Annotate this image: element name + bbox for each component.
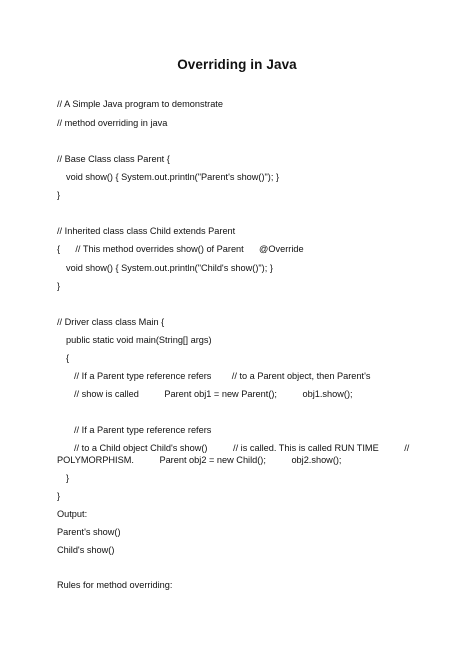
code-line-base-class: // Base Class class Parent { — [57, 154, 170, 164]
code-line-driver-class: // Driver class class Main { — [57, 317, 165, 327]
code-line-open-brace: { — [66, 353, 70, 363]
code-line-parent-ref-comment: // If a Parent type reference refers // to a Parent object, then Parent's — [74, 371, 371, 381]
code-line-child-show: void show() { System.out.println("Child's show()"); } — [66, 263, 273, 273]
code-line-main-method: public static void main(String[] args) — [66, 335, 212, 345]
page-title: Overriding in Java — [177, 57, 297, 72]
output-line-1: Parent's show() — [57, 527, 121, 537]
output-label: Output: — [57, 509, 88, 519]
code-line-close-brace-1: } — [57, 190, 61, 200]
code-line-polymorphism: POLYMORPHISM. Parent obj2 = new Child(); obj2.show(); — [57, 455, 342, 465]
code-line-close-brace-2: } — [57, 281, 61, 291]
code-line-parent-obj: // show is called Parent obj1 = new Parent(); obj1.show(); — [74, 389, 353, 399]
comment-line-1: // A Simple Java program to demonstrate — [57, 99, 223, 109]
comment-line-2: // method overriding in java — [57, 118, 168, 128]
section-heading-rules: Rules for method overriding: — [57, 580, 173, 590]
output-line-2: Child's show() — [57, 545, 115, 555]
code-line-close-brace-3: } — [66, 473, 70, 483]
code-line-override: { // This method overrides show() of Parent @Override — [57, 244, 304, 254]
code-line-close-brace-4: } — [57, 491, 61, 501]
code-line-inherited-class: // Inherited class class Child extends Parent — [57, 226, 236, 236]
code-line-child-ref-comment: // to a Child object Child's show() // is called. This is called RUN TIME // — [74, 443, 410, 453]
code-line-parent-show: void show() { System.out.println("Parent's show()"); } — [66, 172, 280, 182]
code-line-parent-ref-comment-2: // If a Parent type reference refers — [74, 425, 212, 435]
